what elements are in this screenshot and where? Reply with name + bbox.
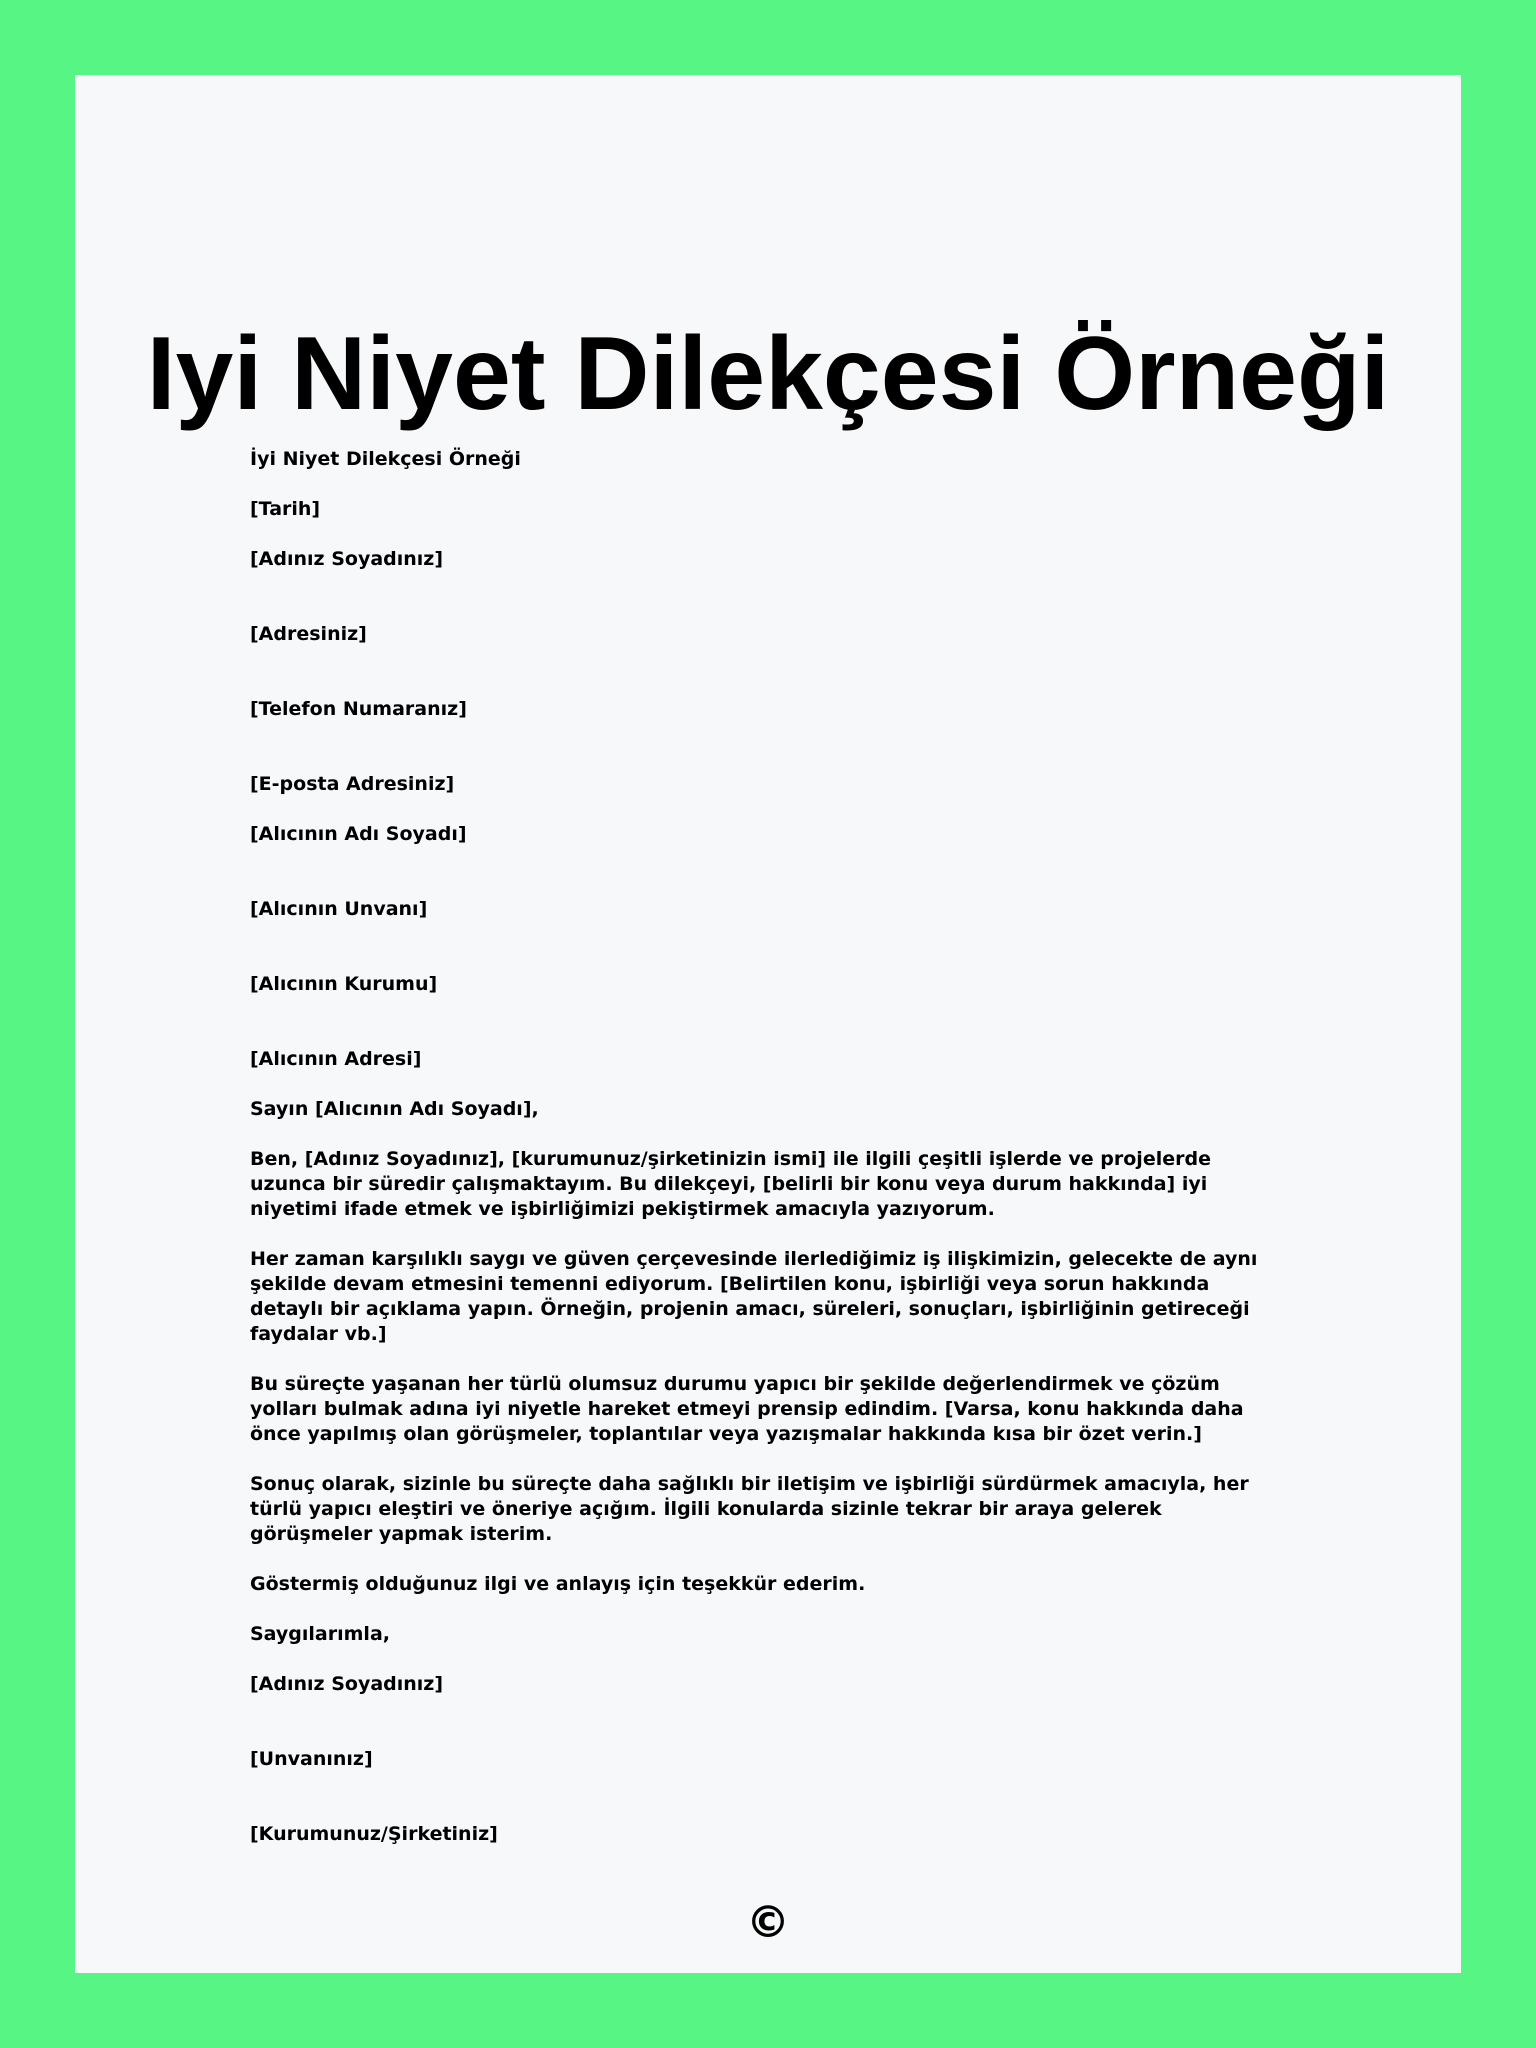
recipient-institution: [Alıcının Kurumu]: [250, 973, 438, 995]
sender-email: [E-posta Adresiniz]: [250, 773, 455, 795]
signature-name: [Adınız Soyadınız]: [250, 1673, 444, 1695]
sender-phone: [Telefon Numaranız]: [250, 698, 467, 720]
letter-date: [Tarih]: [250, 498, 321, 520]
sender-address: [Adresiniz]: [250, 623, 367, 645]
signature-title: [Unvanınız]: [250, 1748, 373, 1770]
paragraph-intro: Ben, [Adınız Soyadınız], [kurumunuz/şirketinizin ismi] ile ilgili çeşitli işlerde ve projelerde uzunca bir süredir çalışmaktayım. Bu dilekçeyi, [belirli bir konu veya durum hakkında] iyi niyetimi ifade etmek ve işbirliğimizi pekiştirmek amacıyla yazıyorum.: [250, 1148, 1211, 1220]
paragraph-goodwill: Bu süreçte yaşanan her türlü olumsuz durumu yapıcı bir şekilde değerlendirmek ve çözüm yolları bulmak adına iyi niyetle hareket etmeyi prensip edindim. [Varsa, konu hakkında daha önce yapılmış olan görüşmeler, toplantılar veya yazışmalar hakkında kısa bir özet verin.]: [250, 1373, 1244, 1445]
sender-name: [Adınız Soyadınız]: [250, 548, 444, 570]
recipient-title: [Alıcının Unvanı]: [250, 898, 428, 920]
recipient-name: [Alıcının Adı Soyadı]: [250, 823, 467, 845]
paragraph-relationship: Her zaman karşılıklı saygı ve güven çerçevesinde ilerlediğimiz iş ilişkimizin, gelecekte de aynı şekilde devam etmesini temenni ediyorum. [Belirtilen konu, işbirliği veya sorun hakkında detaylı bir açıklama yapın. Örneğin, projenin amacı, süreleri, sonuçları, işbirliğinin getireceği faydalar vb.]: [250, 1248, 1258, 1345]
paragraph-conclusion: Sonuç olarak, sizinle bu süreçte daha sağlıklı bir iletişim ve işbirliği sürdürmek amacıyla, her türlü yapıcı eleştiri ve öneriye açığım. İlgili konularda sizinle tekrar bir araya gelerek görüşmeler yapmak isterim.: [250, 1473, 1249, 1545]
copyright-icon: ©: [746, 1897, 790, 1948]
signature-company: [Kurumunuz/Şirketiniz]: [250, 1823, 498, 1845]
document-page: [75, 75, 1461, 1973]
closing-line: Saygılarımla,: [250, 1623, 390, 1645]
page-title: Iyi Niyet Dilekçesi Örneği: [146, 316, 1390, 432]
salutation: Sayın [Alıcının Adı Soyadı],: [250, 1098, 539, 1120]
letter-heading: İyi Niyet Dilekçesi Örneği: [250, 448, 521, 470]
letter-body: [250, 447, 1280, 1847]
recipient-address: [Alıcının Adresi]: [250, 1048, 422, 1070]
thanks-line: Göstermiş olduğunuz ilgi ve anlayış için teşekkür ederim.: [250, 1573, 866, 1595]
